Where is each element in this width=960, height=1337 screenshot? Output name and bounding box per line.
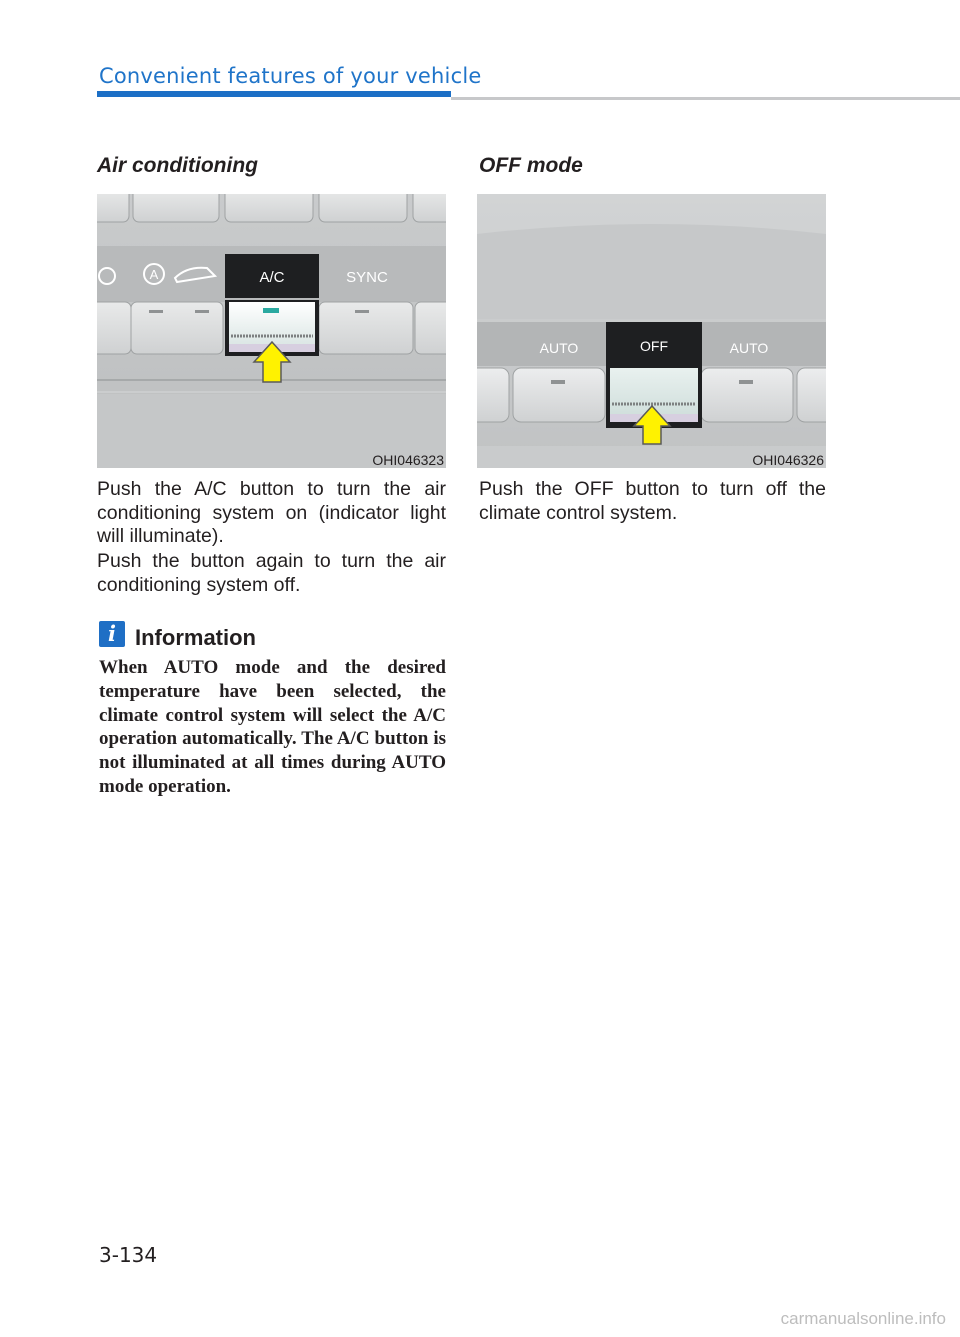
page-number: 3-134 xyxy=(99,1243,158,1267)
information-title: Information xyxy=(135,625,256,650)
svg-text:A: A xyxy=(149,267,159,282)
information-icon: i xyxy=(99,621,125,647)
header-rule xyxy=(451,97,960,100)
information-text: When AUTO mode and the desired temperature have been selected, the climate control system will select the A/C operation automatically. The A/C button is not illuminated at all times during AUTO mode operation. xyxy=(99,657,446,797)
ac-key-label: A/C xyxy=(259,269,285,286)
header-accent-bar xyxy=(97,91,451,97)
figure-off-button xyxy=(477,194,826,468)
ac-panel-illustration xyxy=(97,194,446,468)
sync-key-label: SYNC xyxy=(346,269,388,286)
paragraph-off-mode: Push the OFF button to turn off the climate control system. xyxy=(479,478,826,524)
figure-ac-button xyxy=(97,194,446,468)
paragraph-ac-on: Push the A/C button to turn the air conditioning system on (indicator light will illuminate). xyxy=(97,478,446,547)
figure-code: OHI046326 xyxy=(752,452,824,468)
auto-key-label-left: AUTO xyxy=(539,340,579,356)
paragraph-ac-off: Push the button again to turn the air conditioning system off. xyxy=(97,550,446,596)
off-key-label: OFF xyxy=(640,338,668,354)
watermark: carmanualsonline.info xyxy=(780,1309,946,1328)
off-panel-illustration xyxy=(477,194,826,468)
heading-air-conditioning: Air conditioning xyxy=(97,154,258,177)
figure-code: OHI046323 xyxy=(372,452,444,468)
auto-key-label-right: AUTO xyxy=(729,340,769,356)
running-header: Convenient features of your vehicle xyxy=(99,64,482,88)
heading-off-mode: OFF mode xyxy=(479,154,583,177)
